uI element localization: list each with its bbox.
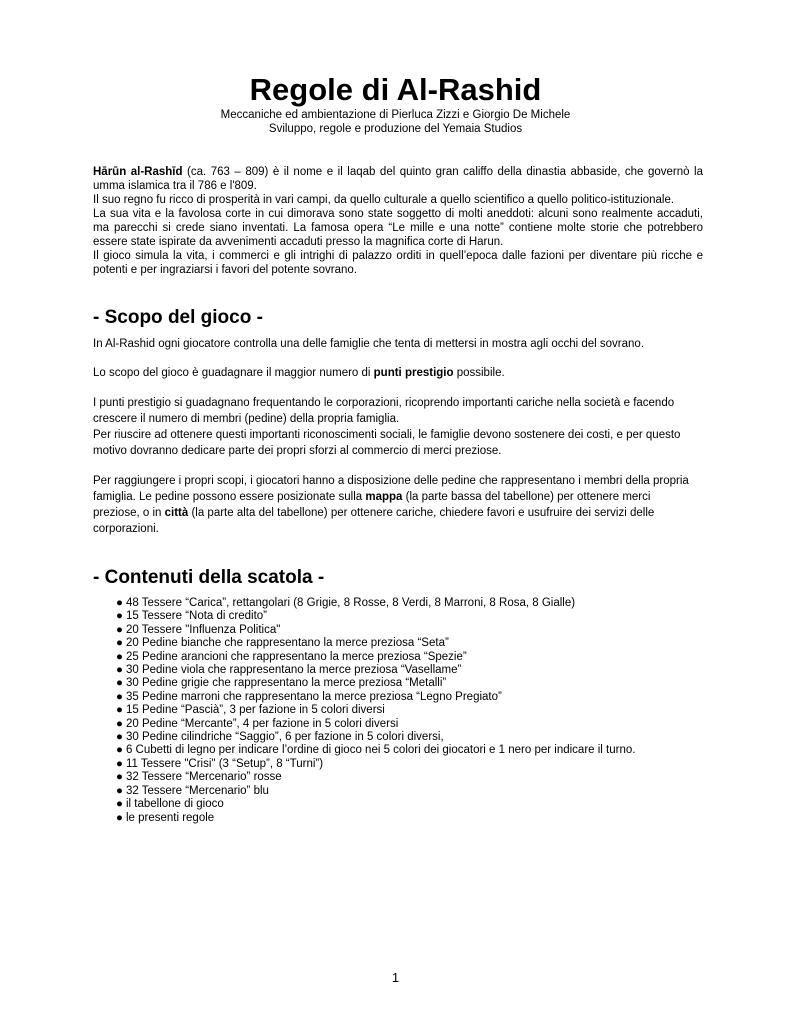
list-item xyxy=(116,812,676,825)
list-item-text: 30 Pedine cilindriche “Saggio”, 6 per fazione in 5 colori diversi, xyxy=(125,731,444,744)
list-item xyxy=(116,731,676,744)
subtitle-authors: Meccaniche ed ambientazione di Pierluca Zizzi e Giorgio De Michele xyxy=(220,109,571,121)
list-item-text: 6 Cubetti di legno per indicare l’ordine di gioco nei 5 colori dei giocatori e 1 nero per indicare il turno. xyxy=(125,744,636,757)
list-item-text: 20 Pedine “Mercante”, 4 per fazione in 5 colori diversi xyxy=(125,717,399,730)
list-item-text: il tabellone di gioco xyxy=(125,798,224,811)
bullet-icon: ● xyxy=(116,623,123,636)
section-heading-scopo: - Scopo del gioco - xyxy=(93,307,263,328)
list-item xyxy=(116,624,676,637)
list-item-text: le presenti regole xyxy=(125,811,215,824)
intro-line-1: Hārūn al-Rashīd (ca. 763 – 809) è il nome e il laqab del quinto gran califfo della dinastia abbaside, che governò la xyxy=(93,166,703,178)
page-number: 1 xyxy=(391,970,400,985)
list-item xyxy=(116,610,676,623)
list-item-text: 25 Pedine arancioni che rappresentano la merce preziosa “Spezie” xyxy=(125,650,467,663)
list-item-text: 35 Pedine marroni che rappresentano la merce preziosa “Legno Pregiato” xyxy=(125,690,502,703)
intro-line-4: La sua vita e la favolosa corte in cui dimorava sono state soggetto di molti aneddoti: alcuni sono realmente accaduti, xyxy=(93,208,703,220)
list-item-text: 20 Pedine bianche che rappresentano la merce preziosa “Seta” xyxy=(125,637,449,650)
mappa-bold: mappa xyxy=(365,491,403,503)
list-item-text: 20 Tessere "Influenza Politica" xyxy=(125,623,281,636)
subtitle-studio: Sviluppo, regole e produzione del Yemaia Studios xyxy=(268,123,523,135)
list-item-text: 32 Tessere “Mercenario” rosse xyxy=(125,771,282,784)
list-item xyxy=(116,785,676,798)
document-title: Regole di Al-Rashid xyxy=(249,72,542,107)
bullet-icon: ● xyxy=(116,690,123,703)
list-item xyxy=(116,771,676,784)
bullet-icon: ● xyxy=(116,798,123,811)
intro-line-2: umma islamica tra il 786 e l'809. xyxy=(93,180,257,192)
scopo-paragraph-2: Lo scopo del gioco è guadagnare il maggior numero di punti prestigio possibile. xyxy=(93,367,505,379)
list-item xyxy=(116,597,676,610)
intro-line-7: Il gioco simula la vita, i commerci e gli intrighi di palazzo orditi in quell’epoca dalle fazioni per diventare più ricche e xyxy=(93,250,703,262)
intro-line-8: potenti e per ingraziarsi i favori del potente sovrano. xyxy=(93,264,358,276)
intro-line-6: essere state ispirate da avvenimenti accaduti presso la magnifica corte di Harun. xyxy=(93,236,504,248)
bullet-icon: ● xyxy=(116,784,123,797)
list-item xyxy=(116,664,676,677)
bullet-icon: ● xyxy=(116,677,123,690)
intro-name: Hārūn al-Rashīd xyxy=(93,166,183,178)
list-item-text: 30 Pedine viola che rappresentano la merce preziosa “Vasellame” xyxy=(125,664,462,677)
list-item xyxy=(116,718,676,731)
scopo-paragraph-1: In Al-Rashid ogni giocatore controlla una delle famiglie che tenta di mettersi in mostra agli occhi del sovrano. xyxy=(93,338,645,350)
list-item-text: 15 Pedine “Pascià”, 3 per fazione in 5 colori diversi xyxy=(125,704,385,717)
list-item xyxy=(116,798,676,811)
list-item xyxy=(116,637,676,650)
list-item-text: 32 Tessere “Mercenario” blu xyxy=(125,784,269,797)
list-item-text: 15 Tessere “Nota di credito” xyxy=(125,610,268,623)
bullet-icon: ● xyxy=(116,731,123,744)
bullet-icon: ● xyxy=(116,597,123,609)
bullet-icon: ● xyxy=(116,717,123,730)
list-item-text: 48 Tessere “Carica”, rettangolari (8 Grigie, 8 Rosse, 8 Verdi, 8 Marroni, 8 Rosa, 8 Gialle) xyxy=(125,597,576,609)
list-item xyxy=(116,758,676,771)
intro-line-5: ma parecchi si crede siano inventati. La famosa opera “Le mille e una notte” contiene molte storie che potrebbero xyxy=(93,222,703,234)
bullet-icon: ● xyxy=(116,757,123,770)
list-item xyxy=(116,744,676,757)
list-item xyxy=(116,691,676,704)
scopo-paragraph-3: I punti prestigio si guadagnano frequentando le corporazioni, ricoprendo importanti cariche nella società e facendo crescere il numero di membri (pedine) della propria famiglia. Per riuscire ad ottenere questi importanti riconoscimenti sociali, le famiglie devono sostenere dei costi, e per questo motivo dovranno dedicare parte dei propri sforzi al commercio di merci preziose. xyxy=(93,397,681,457)
bullet-icon: ● xyxy=(116,704,123,717)
section-heading-contenuti: - Contenuti della scatola - xyxy=(93,567,325,588)
bullet-icon: ● xyxy=(116,744,123,757)
bullet-icon: ● xyxy=(116,637,123,650)
intro-paragraph xyxy=(93,165,703,277)
list-item xyxy=(116,704,676,717)
bullet-icon: ● xyxy=(116,771,123,784)
list-item xyxy=(116,651,676,664)
citta-bold: città xyxy=(164,507,189,519)
contents-list xyxy=(116,597,676,825)
intro-line-3: Il suo regno fu ricco di prosperità in vari campi, da quello culturale a quello scientifico a quello politico-istituzionale. xyxy=(93,194,675,206)
bullet-icon: ● xyxy=(116,610,123,623)
bullet-icon: ● xyxy=(116,664,123,677)
list-item xyxy=(116,677,676,690)
list-item-text: 11 Tessere "Crisi" (3 “Setup”, 8 “Turni”) xyxy=(125,757,324,770)
bullet-icon: ● xyxy=(116,650,123,663)
scopo-paragraph-4: Per raggiungere i propri scopi, i giocatori hanno a disposizione delle pedine che rappresentano i membri della propria famiglia. Le pedine possono essere posizionate sulla mappa (la parte bassa del tabellone) per ottenere merci preziose, o in città (la parte alta del tabellone) per ottenere cariche, chiedere favori e usufruire dei servizi delle corporazioni. xyxy=(93,475,689,535)
punti-prestigio-bold: punti prestigio xyxy=(373,367,454,379)
bullet-icon: ● xyxy=(116,811,123,824)
list-item-text: 30 Pedine grigie che rappresentano la merce preziosa “Metalli” xyxy=(125,677,447,690)
